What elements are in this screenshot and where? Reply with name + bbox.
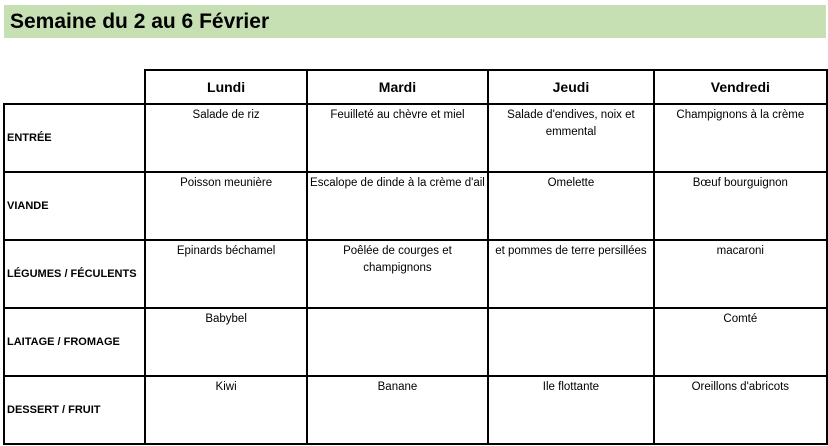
menu-cell-viande-mardi: Escalope de dinde à la crème d'ail xyxy=(307,172,489,240)
menu-cell-laitage-jeudi xyxy=(488,308,653,376)
menu-row-dessert-fruit xyxy=(4,376,827,444)
row-label-entree: ENTRÉE xyxy=(4,104,145,172)
week-title: Semaine du 2 au 6 Février xyxy=(10,10,270,33)
day-header-vendredi: Vendredi xyxy=(654,70,827,104)
menu-cell-legumes-mardi xyxy=(307,240,489,308)
menu-cell-entree-lundi: Salade de riz xyxy=(145,104,306,172)
week-header-banner xyxy=(4,5,826,38)
menu-cell-entree-mardi: Feuilleté au chèvre et miel xyxy=(307,104,489,172)
menu-cell-dessert-jeudi: Ile flottante xyxy=(488,376,653,444)
menu-cell-legumes-lundi: Epinards béchamel xyxy=(145,240,306,308)
day-header-lundi: Lundi xyxy=(145,70,306,104)
menu-cell-legumes-jeudi: et pommes de terre persillées xyxy=(488,240,653,308)
menu-cell-legumes-mardi-text: Poêlée de courges et champignons xyxy=(343,245,452,274)
day-header-jeudi: Jeudi xyxy=(488,70,653,104)
menu-cell-entree-vendredi: Champignons à la crème xyxy=(654,104,827,172)
menu-row-legumes-feculents xyxy=(4,240,827,308)
day-header-mardi: Mardi xyxy=(307,70,489,104)
menu-cell-laitage-mardi xyxy=(307,308,489,376)
menu-cell-entree-jeudi-text: Salade d'endives, noix et emmental xyxy=(507,109,635,138)
menu-cell-laitage-lundi: Babybel xyxy=(145,308,306,376)
menu-row-entree xyxy=(4,104,827,172)
menu-cell-dessert-lundi: Kiwi xyxy=(145,376,306,444)
row-label-legumes-feculents: LÉGUMES / FÉCULENTS xyxy=(4,240,145,308)
row-label-viande: VIANDE xyxy=(4,172,145,240)
row-label-laitage-fromage: LAITAGE / FROMAGE xyxy=(4,308,145,376)
menu-cell-viande-jeudi: Omelette xyxy=(488,172,653,240)
table-corner xyxy=(4,70,145,104)
day-header-row xyxy=(4,70,827,104)
weekly-menu-table xyxy=(3,69,828,445)
menu-row-laitage-fromage xyxy=(4,308,827,376)
menu-cell-viande-lundi: Poisson meunière xyxy=(145,172,306,240)
menu-cell-entree-jeudi xyxy=(488,104,653,172)
menu-cell-viande-vendredi: Bœuf bourguignon xyxy=(654,172,827,240)
menu-row-viande xyxy=(4,172,827,240)
menu-cell-laitage-vendredi: Comté xyxy=(654,308,827,376)
menu-cell-dessert-mardi: Banane xyxy=(307,376,489,444)
row-label-dessert-fruit: DESSERT / FRUIT xyxy=(4,376,145,444)
menu-cell-dessert-vendredi: Oreillons d'abricots xyxy=(654,376,827,444)
menu-cell-legumes-vendredi: macaroni xyxy=(654,240,827,308)
